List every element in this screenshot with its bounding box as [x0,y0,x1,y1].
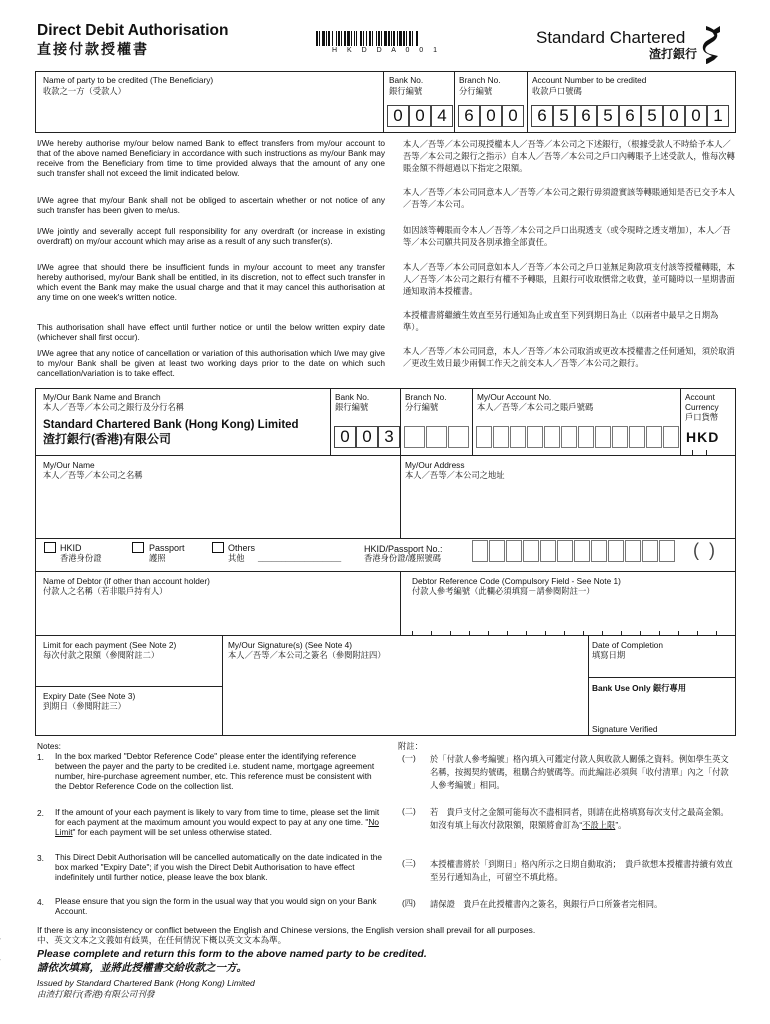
note-en-3: This Direct Debit Authorisation will be cancelled automatically on the date indicated in the box marked "Expiry Date"; if you wish the Direct Debit Authorisation to have effect indefinitely until further notice, please leave the box blank. [55,852,382,882]
debtor-account-cell[interactable] [663,426,679,448]
passport-checkbox[interactable] [132,542,144,553]
completion-date-label: Date of Completion [592,640,664,650]
passport-label-zh: 護照 [149,553,166,563]
signature-verified-label: Signature Verified [592,724,658,734]
beneficiary-branch-no-label-zh: 分行編號 [459,86,493,96]
debtor-name-input[interactable] [40,482,395,534]
debtor-ref-label-zh: 付款人參考編號（此欄必須填寫－請參閱附註一） [412,586,595,596]
debtor-bank-label: My/Our Bank Name and Branch [43,392,161,402]
beneficiary-name-label-zh: 收款之一方（受款人） [43,86,126,96]
others-label: Others [228,543,256,553]
form-code [0,937,2,990]
term-en-1: I/We hereby authorise my/our below named Bank to effect transfers from my/our account to that of the above named Beneficiary in accordance with such instructions as my/our Bank may receive from the Beneficiary from time to time provided always that the amount of any one such transfer shall not exceed the limit indicated below. [37,138,385,179]
debtor-branch-no-label-zh: 分行編號 [405,402,439,412]
debtor-branch-no-label: Branch No. [405,392,447,402]
hkid-cell[interactable] [659,540,675,562]
notes-heading: Notes: [37,741,61,751]
issued-by: Issued by Standard Chartered Bank (Hong Kong) Limited [37,978,255,988]
signature-input[interactable] [228,662,583,732]
expiry-date-label: Expiry Date (See Note 3) [43,691,136,701]
conflict-clause-zh: 中、英文文本之文義如有歧異，在任何情況下概以英文文本為準。 [37,935,287,945]
term-zh-6: 本人／吾等／本公司同意，本人／吾等／本公司取消或更改本授權書之任何通知，須於取消／更改生效日最少兩個工作天之前交本人／吾等／本公司之銀行。 [403,346,735,369]
beneficiary-bank-no-label-zh: 銀行編號 [389,86,423,96]
note-en-num-4: 4. [37,897,44,907]
beneficiary-bank-no-label: Bank No. [389,75,424,85]
signature-label-zh: 本人／吾等／本公司之簽名（參閱附註四） [228,650,386,660]
note-zh-num-1: (一) [402,753,416,763]
beneficiary-account-digit: 0 [685,105,707,127]
note-zh-3: 本授權書將於「到期日」格內所示之日期自動取消； 貴戶欲想本授權書持續有效直至另行通知為止，可留空不填此格。 [430,859,733,882]
others-specify-input[interactable]: __________________ [258,552,342,562]
hkid-passport-label: HKID/Passport No.: [364,544,443,554]
beneficiary-account-digit: 6 [531,105,553,127]
note-zh-num-2: (二) [402,806,416,816]
debtor-bank-label-zh: 本人／吾等／本公司之銀行及分行名稱 [43,402,185,412]
note-zh-1: 於「付款人參考編號」格內填入可鑑定付款人與收款人關係之資料。例如學生英文名稱，按揭契約號碼，租購合約號碼等。而此編註必須與「收付清單」內之「付款人參考編號」相同。 [430,754,729,790]
debtor-address-label: My/Our Address [405,460,465,470]
note-en-2: If the amount of your each payment is likely to vary from time to time, please set the limit for each payment at the maximum amount you would expect to pay at any one time. "No Limit" for each payment will be set unless otherwise stated. [55,807,380,837]
limit-label-zh: 每次付款之限額（參閱附註二） [43,650,160,660]
term-en-4: I/We agree that should there be insufficient funds in my/our account to meet any transfer hereby authorised, my/our Bank shall be entitled, in its discretion, not to effect such transfer in which event the Bank may make the usual charge and that it may cancel this authorisation at any time on one week's written notice. [37,262,385,303]
note-zh-2: 若 貴戶支付之金額可能每次不盡相同者，則請在此格填寫每次支付之最高金額。如沒有填上每次付款限額，限額將會訂為“不設上限”。 [430,807,729,830]
beneficiary-name-label: Name of party to be credited (The Beneficiary) [43,75,214,85]
beneficiary-account-label: Account Number to be credited [532,75,647,85]
note-en-num-1: 1. [37,752,44,762]
debtor-bank-digit: 0 [334,426,356,448]
debtor-account-cell[interactable] [561,426,577,448]
hkid-cell[interactable] [506,540,522,562]
debtor-name-label: My/Our Name [43,460,95,470]
hkid-cell[interactable] [540,540,556,562]
beneficiary-account-digit: 5 [553,105,575,127]
beneficiary-branch-digit: 6 [458,105,480,127]
debtor-other-name-label: Name of Debtor (if other than account holder) [43,576,210,586]
beneficiary-account-digit: 5 [641,105,663,127]
debtor-account-no-label: My/Our Account No. [477,392,552,402]
note-zh-num-3: (三) [402,858,416,868]
debtor-account-no-label-zh: 本人／吾等／本公司之賬戶號碼 [477,402,594,412]
debtor-account-cell[interactable] [612,426,628,448]
term-zh-3: 如因該等轉賬而令本人／吾等／本公司之戶口出現透支（或令現時之透支增加），本人／吾等／本公司願共同及各別承擔全部責任。 [403,225,731,248]
account-currency-label-2: Currency [685,402,719,412]
completion-date-input[interactable] [592,660,732,675]
term-en-5: This authorisation shall have effect until further notice or until the below written expiry date (whichever shall first occur). [37,322,385,343]
others-checkbox[interactable] [212,542,224,553]
account-currency-label-zh: 戶口貨幣 [685,412,719,422]
hkid-cell[interactable] [591,540,607,562]
bank-logo-name-chinese: 渣打銀行 [649,47,698,61]
hkid-cell[interactable] [523,540,539,562]
hkid-check-digit-parens[interactable]: ( ) [693,540,715,560]
debtor-account-cell[interactable] [629,426,645,448]
debtor-other-name-label-zh: 付款人之名稱（若非賬戶持有人） [43,586,168,596]
notes-heading-zh: 附註： [398,741,423,751]
note-zh-underlined-2: 不設上限 [582,819,616,830]
debtor-account-cell[interactable] [493,426,509,448]
expiry-date-input[interactable] [40,712,218,734]
debtor-name-label-zh: 本人／吾等／本公司之名稱 [43,470,143,480]
account-currency-label: Account [685,392,715,402]
beneficiary-account-digit: 6 [575,105,597,127]
bank-logo-icon [702,24,724,68]
debtor-account-cell[interactable] [578,426,594,448]
term-zh-1: 本人／吾等／本公司現授權本人／吾等／本公司之下述銀行，（根據受款人不時給予本人／吾等／本公司之銀行之指示）自本人／吾等／本公司之戶口內轉賬予上述受款人，惟每次轉賬金額不得超過以下指定之限額。 [403,139,735,174]
signature-label: My/Our Signature(s) (See Note 4) [228,640,353,650]
passport-label: Passport [149,543,185,553]
hkid-label: HKID [60,543,82,553]
term-zh-2: 本人／吾等／本公司同意本人／吾等／本公司之銀行毋須證實該等轉賬通知是否已交予本人／吾等／本公司。 [403,187,735,210]
note-zh-num-4: (四) [402,898,416,908]
expiry-date-label-zh: 到期日（參閱附註三） [43,701,126,711]
term-en-3: I/We jointly and severally accept full responsibility for any overdraft (or increase in existing overdraft) on my/our account which may arise as a result of any such transfer(s). [37,226,385,247]
debtor-account-cell[interactable] [646,426,662,448]
note-en-1: In the box marked "Debtor Reference Code" please enter the identifying reference between the payer and the party to be credited i.e. student name, mortgage agreement number, hire-purchase agreement number, etc. This reference must be consistent with the Debtor Reference Code on the collection list. [55,751,375,791]
hkid-cell[interactable] [489,540,505,562]
hkid-cell[interactable] [557,540,573,562]
completion-date-label-zh: 填寫日期 [592,650,626,660]
hkid-passport-label-zh: 香港身份證/護照號碼 [364,553,441,563]
beneficiary-account-digit: 6 [619,105,641,127]
debtor-bank-name: Standard Chartered Bank (Hong Kong) Limited [43,419,299,431]
term-zh-4: 本人／吾等／本公司同意如本人／吾等／本公司之戶口並無足夠款項支付該等授權轉賬，本人／吾等／本公司之銀行有權不予轉賬，且銀行可收取慣常之收費，並可隨時以一星期書面通知取消本授權書。 [403,262,735,297]
barcode-text: H K D D A 0 0 1 [332,47,442,54]
debtor-bank-name-zh: 渣打銀行(香港)有限公司 [43,432,171,446]
limit-input[interactable] [40,662,218,684]
bank-logo-name: Standard Chartered [536,28,686,47]
form-title: Direct Debit Authorisation [37,22,229,39]
issued-by-zh: 由渣打銀行(香港)有限公司刊發 [37,989,155,999]
term-en-6: I/We agree that any notice of cancellation or variation of this authorisation which I/we may give to my/our Bank shall be given at least two working days prior to the date on which such cancellation/variation is to take effect. [37,348,385,379]
beneficiary-account-digit: 1 [707,105,729,127]
term-zh-5: 本授權書將繼續生效直至另行通知為止或直至下列到期日為止（以兩者中最早之日期為準）。 [403,310,719,333]
term-en-2: I/We agree that my/our Bank shall not be obliged to ascertain whether or not notice of any such transfer has been given to me/us. [37,195,385,216]
beneficiary-account-label-zh: 收款戶口號碼 [532,86,582,96]
debtor-bank-digit: 0 [356,426,378,448]
note-en-underlined-2: No Limit [55,816,379,837]
debtor-branch-cell[interactable] [448,426,469,448]
bank-use-only-label: Bank Use Only 銀行專用 [592,683,687,693]
note-zh-4: 請保證 貴戶在此授權書內之簽名，與銀行戶口所簽者完相同。 [430,899,663,909]
account-currency-value: HKD [686,429,720,445]
debtor-address-label-zh: 本人／吾等／本公司之地址 [405,470,505,480]
return-instruction: Please complete and return this form to the above named party to be credited. [37,948,427,960]
debtor-ref-input[interactable] [405,598,730,634]
hkid-label-zh: 香港身份證 [60,553,102,563]
beneficiary-branch-digit: 0 [502,105,524,127]
debtor-account-cell[interactable] [544,426,560,448]
debtor-account-cell[interactable] [476,426,492,448]
debtor-account-cell[interactable] [510,426,526,448]
debtor-account-cell[interactable] [595,426,611,448]
form-title-chinese: 直接付款授權書 [37,41,149,57]
debtor-bank-no-label-zh: 銀行編號 [335,402,369,412]
hkid-cell[interactable] [472,540,488,562]
debtor-branch-cell[interactable] [404,426,425,448]
debtor-address-input[interactable] [405,482,730,534]
beneficiary-bank-digit: 4 [431,105,453,127]
debtor-account-cell[interactable] [527,426,543,448]
debtor-bank-digit: 3 [378,426,400,448]
debtor-bank-no-label: Bank No. [335,392,370,402]
debtor-other-name-input[interactable] [40,598,395,632]
conflict-clause: If there is any inconsistency or conflict between the English and Chinese versions, the English version shall prevail for all purposes. [37,925,536,935]
hkid-cell[interactable] [574,540,590,562]
hkid-cell[interactable] [608,540,624,562]
beneficiary-branch-no-label: Branch No. [459,75,501,85]
hkid-checkbox[interactable] [44,542,56,553]
beneficiary-bank-digit: 0 [387,105,409,127]
beneficiary-branch-digit: 0 [480,105,502,127]
note-en-num-2: 2. [37,808,44,818]
others-label-zh: 其他 [228,553,245,563]
note-en-4: Please ensure that you sign the form in the usual way that you would sign on your Bank Account. [55,896,377,916]
hkid-cell[interactable] [625,540,641,562]
hkid-cell[interactable] [642,540,658,562]
note-en-num-3: 3. [37,853,44,863]
limit-label: Limit for each payment (See Note 2) [43,640,177,650]
beneficiary-account-digit: 5 [597,105,619,127]
debtor-ref-label: Debtor Reference Code (Compulsory Field - See Note 1) [412,576,621,586]
beneficiary-account-digit: 0 [663,105,685,127]
return-instruction-zh: 請依次填寫，並將此授權書交給收款之一方。 [37,962,247,974]
debtor-branch-cell[interactable] [426,426,447,448]
beneficiary-bank-digit: 0 [409,105,431,127]
